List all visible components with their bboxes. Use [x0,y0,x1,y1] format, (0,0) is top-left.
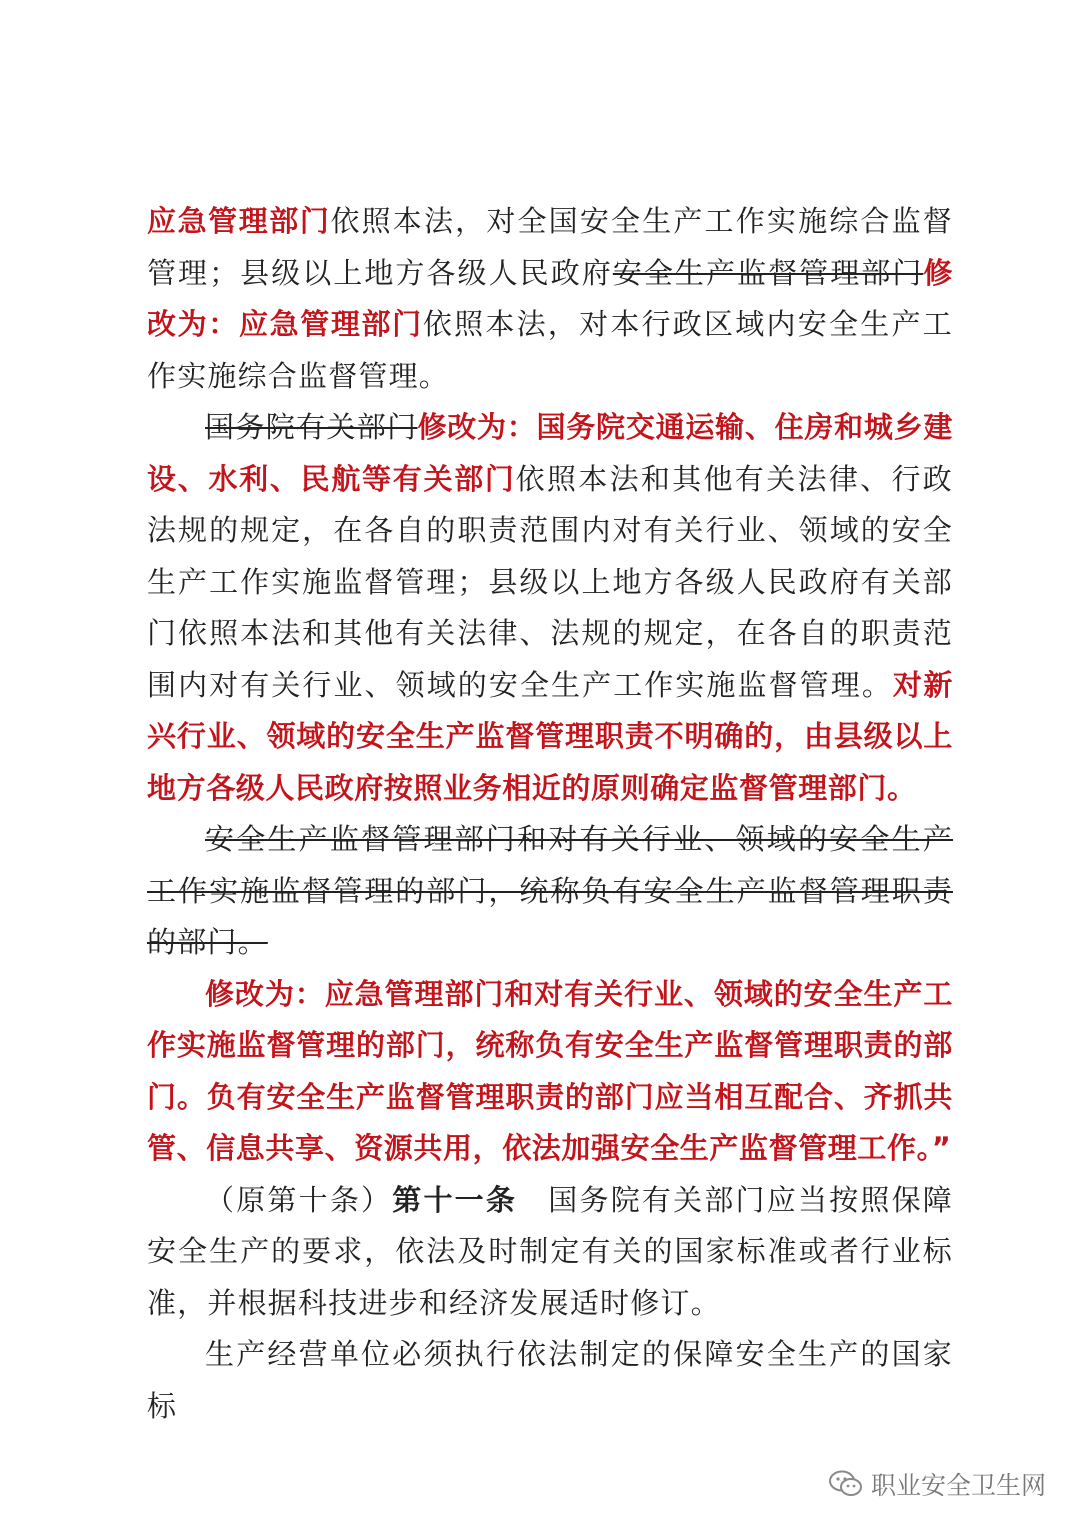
body-text: 国务院有关部门应当按照保障安全生产的要求，依法及时制定有关的国家标准或者行业标准，并根据科技进步和经济发展适时修订。 [147,1182,953,1320]
paragraph-3 [147,814,953,969]
deleted-text: 国务院有关部门 [205,410,418,444]
paragraph-2 [147,402,953,814]
paragraph-5 [147,1175,953,1330]
body-text: 依照本法和其他有关法律、行政法规的规定，在各自的职责范围内对有关行业、领域的安全生产工作实施监督管理；县级以上地方各级人民政府有关部门依照本法和其他有关法律、法规的规定，在各自的职责范围内对有关行业、领域的安全生产工作实施监督管理。 [147,461,953,702]
deleted-text: 安全生产监督管理部门 [612,255,924,290]
revision-text: 修改为：应急管理部门 [147,255,953,341]
revision-text: 应急管理部门 [147,204,331,238]
revision-text: 修改为：国务院交通运输、住房和城乡建设、水利、民航等有关部门 [147,410,953,496]
body-text: 依照本法，对全国安全生产工作实施综合监督管理；县级以上地方各级人民政府 [147,204,953,290]
wechat-icon [829,1470,863,1498]
body-text: （原第十条） [205,1182,393,1217]
document-page [147,196,953,1432]
paragraph-4 [147,969,953,1175]
article-number: 第十一条 [392,1182,518,1217]
deleted-text: 安全生产监督管理部门和对有关行业、领域的安全生产工作实施监督管理的部门，统称负有安全生产监督管理职责的部门。 [147,822,953,959]
paragraph-6 [147,1329,953,1432]
body-text: 依照本法，对本行政区域内安全生产工作实施综合监督管理。 [147,307,953,393]
watermark-label: 职业安全卫生网 [870,1471,1046,1500]
body-text: 生产经营单位必须执行依法制定的保障安全生产的国家标 [147,1337,953,1423]
revision-text: 对新兴行业、领域的安全生产监督管理职责不明确的，由县级以上地方各级人民政府按照业务相近的原则确定监督管理部门。 [147,667,953,805]
paragraph-1 [147,196,953,402]
watermark-footer [829,1466,1046,1502]
revision-text: 修改为：应急管理部门和对有关行业、领域的安全生产工作实施监督管理的部门，统称负有安全生产监督管理职责的部门。负有安全生产监督管理职责的部门应当相互配合、齐抓共管、信息共享、资源共用，依法加强安全生产监督管理工作。” [147,976,953,1165]
